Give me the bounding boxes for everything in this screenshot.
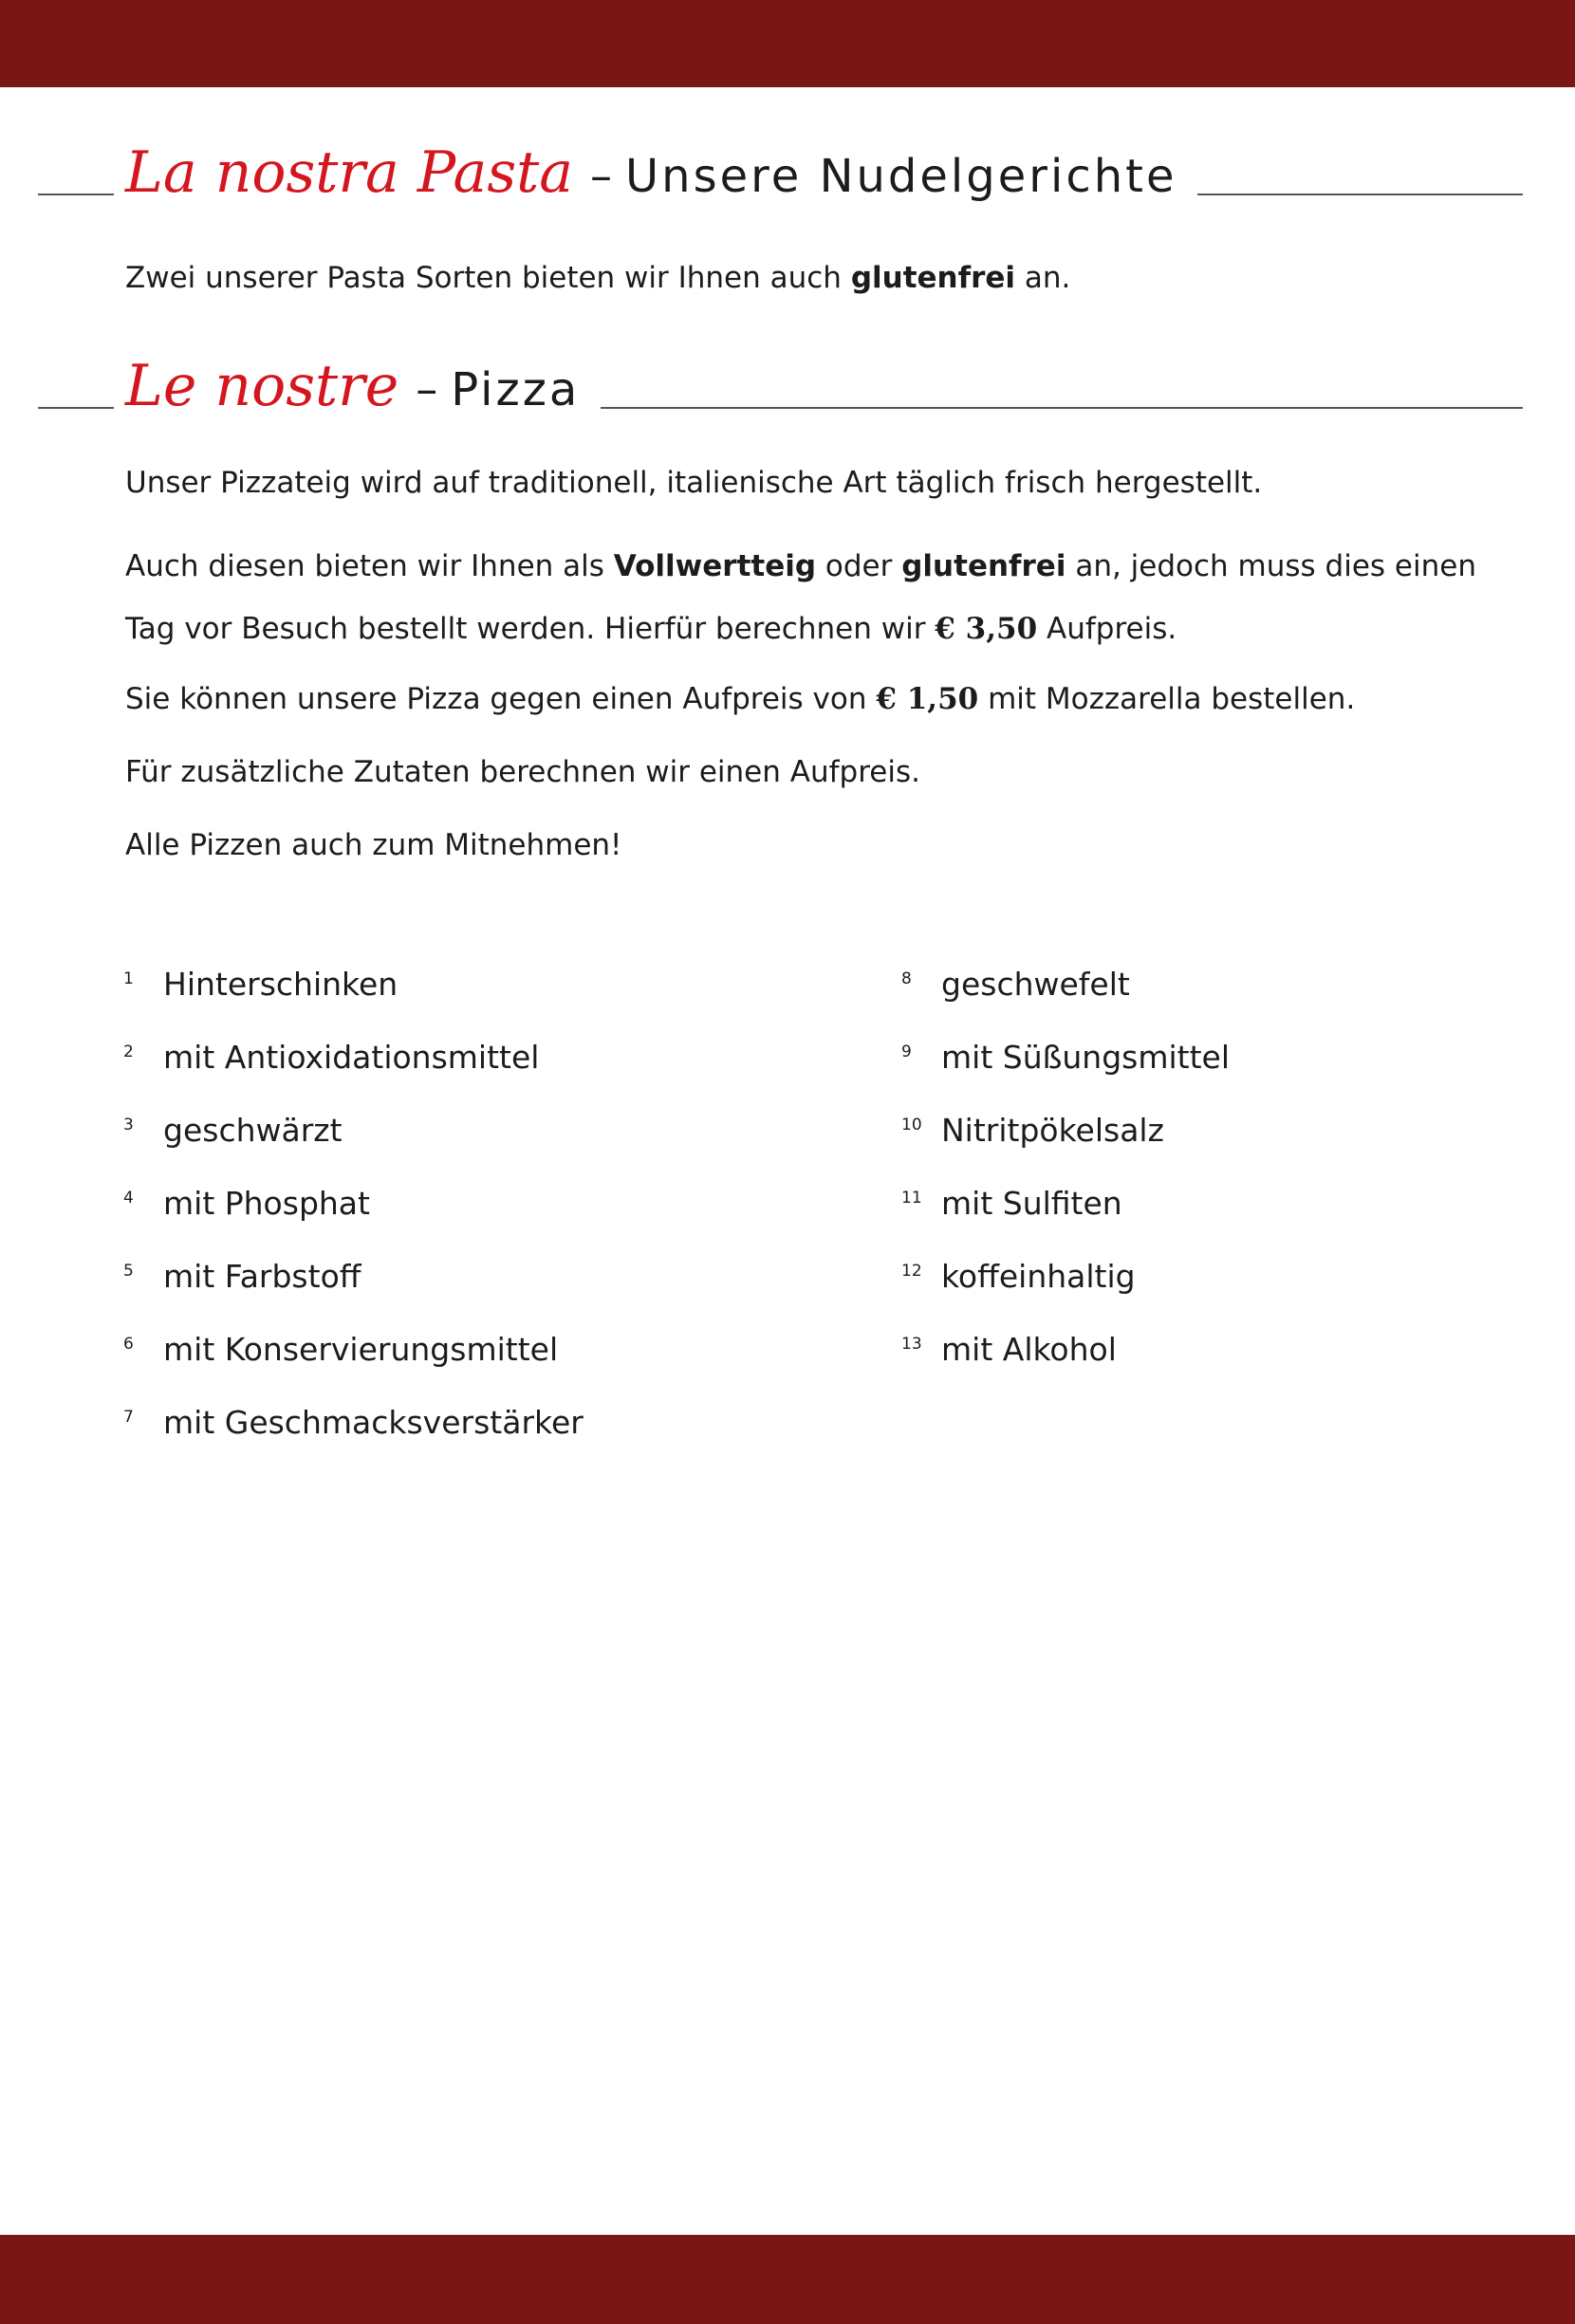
heading-rule-right	[1197, 194, 1523, 195]
additive-label: koffeinhaltig	[941, 1258, 1136, 1295]
additive-item	[123, 1258, 361, 1305]
extra-toppings-info: Für zusätzliche Zutaten berechnen wir einen Aufpreis.	[125, 755, 920, 789]
heading-rule-right	[601, 407, 1523, 409]
additive-label: geschwärzt	[163, 1112, 343, 1149]
additive-item	[901, 1258, 1136, 1305]
pasta-note-bold: glutenfrei	[850, 261, 1016, 295]
additive-item	[123, 1331, 558, 1378]
pizza-dough-options	[125, 535, 1492, 660]
additive-item	[901, 1185, 1122, 1232]
additive-label: mit Geschmacksverstärker	[163, 1404, 584, 1441]
additive-number: 12	[901, 1262, 922, 1281]
additive-number: 6	[123, 1335, 134, 1354]
top-band	[0, 0, 1575, 87]
heading-rule-left	[38, 407, 114, 409]
pasta-note-text-end: an.	[1015, 261, 1071, 295]
additive-number: 2	[123, 1042, 134, 1061]
heading-german-pizza: Pizza	[451, 363, 581, 416]
heading-pizza	[38, 339, 1523, 419]
additive-number: 7	[123, 1408, 134, 1427]
additive-item	[901, 1039, 1230, 1086]
additive-number: 9	[901, 1042, 912, 1061]
additive-item	[901, 1331, 1117, 1378]
additive-label: mit Farbstoff	[163, 1258, 361, 1295]
additive-label: geschwefelt	[941, 966, 1130, 1003]
pizza-options-text: an, jedoch muss dies einen Tag vor Besuch bestellt werden. Hierfür berechnen wir	[125, 549, 1476, 646]
price-surcharge-dough: € 3,50	[935, 612, 1038, 646]
additive-item	[123, 1185, 370, 1232]
additive-label: mit Süßungsmittel	[941, 1039, 1231, 1076]
heading-italian-pizza: Le nostre	[125, 353, 399, 419]
pizza-options-text: Auch diesen bieten wir Ihnen als	[125, 549, 614, 583]
pasta-note-text: Zwei unserer Pasta Sorten bieten wir Ihnen auch	[125, 261, 851, 295]
additive-item	[123, 1404, 584, 1451]
additive-label: Hinterschinken	[163, 966, 398, 1003]
pizza-option-glutenfrei: glutenfrei	[901, 549, 1066, 583]
heading-dash: –	[416, 363, 438, 415]
additive-number: 13	[901, 1335, 922, 1354]
bottom-band	[0, 2235, 1575, 2324]
pizza-options-text: Aufpreis.	[1037, 612, 1177, 646]
additive-number: 1	[123, 969, 134, 988]
additive-label: mit Phosphat	[163, 1185, 370, 1222]
price-surcharge-mozzarella: € 1,50	[876, 682, 979, 716]
additive-label: mit Alkohol	[941, 1331, 1117, 1368]
heading-dash: –	[590, 150, 613, 201]
additive-label: mit Sulfiten	[941, 1185, 1122, 1222]
additive-number: 10	[901, 1116, 922, 1134]
mozzarella-info	[125, 679, 1492, 720]
takeaway-info: Alle Pizzen auch zum Mitnehmen!	[125, 828, 622, 862]
additive-item	[901, 1112, 1164, 1159]
additive-number: 3	[123, 1116, 134, 1134]
mozzarella-text: mit Mozzarella bestellen.	[978, 682, 1356, 716]
heading-rule-left	[38, 194, 114, 195]
additive-number: 11	[901, 1189, 922, 1208]
additive-number: 5	[123, 1262, 134, 1281]
pizza-options-text: oder	[816, 549, 902, 583]
heading-german-pasta: Unsere Nudelgerichte	[625, 150, 1177, 203]
heading-pasta	[38, 125, 1523, 206]
additive-label: mit Konservierungsmittel	[163, 1331, 559, 1368]
additive-item	[123, 1112, 343, 1159]
pizza-option-vollwertteig: Vollwertteig	[613, 549, 817, 583]
additive-label: Nitritpökelsalz	[941, 1112, 1164, 1149]
pasta-note	[125, 258, 1492, 299]
pizza-dough-info: Unser Pizzateig wird auf traditionell, italienische Art täglich frisch hergestellt.	[125, 466, 1263, 500]
additive-number: 8	[901, 969, 912, 988]
additive-label: mit Antioxidationsmittel	[163, 1039, 540, 1076]
additive-item	[901, 966, 1130, 1013]
additive-number: 4	[123, 1189, 134, 1208]
additive-item	[123, 1039, 539, 1086]
mozzarella-text: Sie können unsere Pizza gegen einen Aufpreis von	[125, 682, 877, 716]
additive-item	[123, 966, 398, 1013]
heading-italian-pasta: La nostra Pasta	[125, 139, 574, 206]
